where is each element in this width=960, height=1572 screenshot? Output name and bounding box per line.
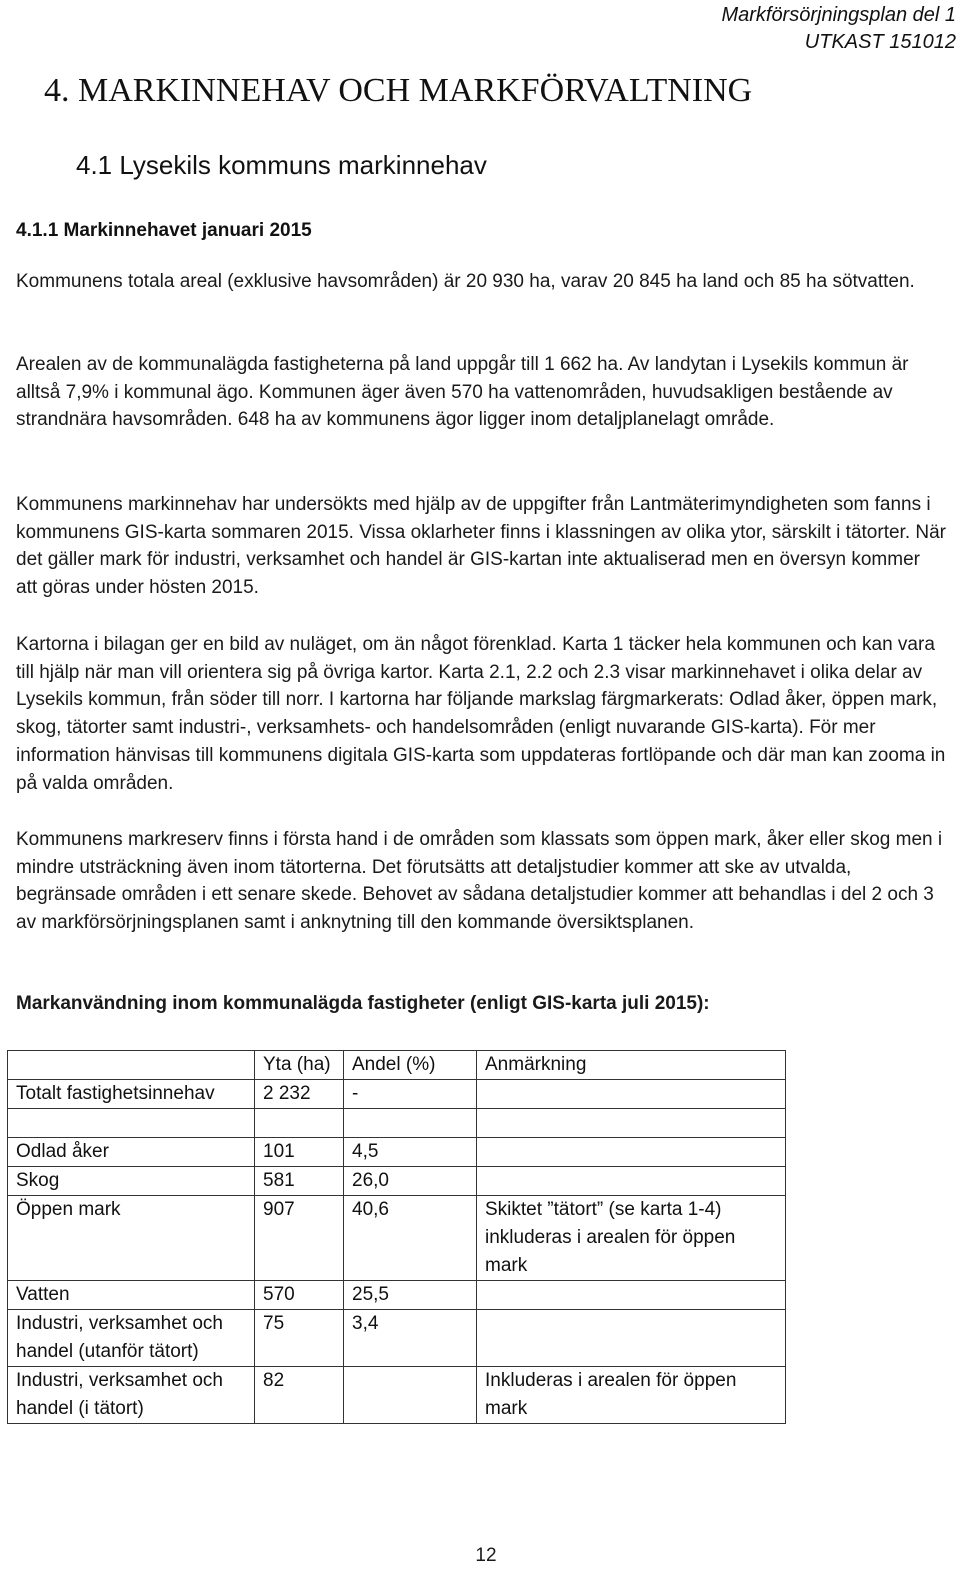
table-cell	[477, 1310, 786, 1367]
chapter-heading: 4. MARKINNEHAV OCH MARKFÖRVALTNING	[44, 72, 753, 109]
table-cell: -	[344, 1080, 477, 1109]
table-cell: Vatten	[8, 1281, 255, 1310]
table-cell: 907	[255, 1196, 344, 1281]
table-row-total	[8, 1080, 786, 1109]
table-cell: 4,5	[344, 1138, 477, 1167]
table-row	[8, 1310, 786, 1367]
table-row	[8, 1167, 786, 1196]
table-row	[8, 1138, 786, 1167]
subsection-heading: 4.1.1 Markinnehavet januari 2015	[16, 220, 312, 241]
table-cell: Industri, verksamhet och handel (utanför tätort)	[8, 1310, 255, 1367]
table-cell: Totalt fastighetsinnehav	[8, 1080, 255, 1109]
header-cell: Anmärkning	[477, 1051, 786, 1080]
table-cell: Skiktet ”tätort” (se karta 1-4) inkluderas i arealen för öppen mark	[477, 1196, 786, 1281]
table-cell: Öppen mark	[8, 1196, 255, 1281]
table-spacer-row	[8, 1109, 786, 1138]
paragraph-maps: Kartorna i bilagan ger en bild av nuläget, om än något förenklad. Karta 1 täcker hela kommunen och kan vara till hjälp när man vill orientera sig på övriga kartor. Karta 2.1, 2.2 och 2.3 visar markinnehavet i olika delar av Lysekils kommun, från söder till norr. I kartorna har följande markslag färgmarkerats: Odlad åker, öppen mark, skog, tätorter samt industri-, verksamhets- och handelsområden (enligt nuvarande GIS-karta). För mer information hänvisas till kommunens digitala GIS-karta som uppdateras fortlöpande och där man kan zooma in på valda områden.	[16, 634, 946, 794]
table-cell: 570	[255, 1281, 344, 1310]
table-cell	[477, 1281, 786, 1310]
page-header	[721, 2, 956, 56]
paragraph-investigation: Kommunens markinnehav har undersökts med hjälp av de uppgifter från Lantmäterimyndigheten som fanns i kommunens GIS-karta sommaren 2015. Vissa oklarheter finns i klassningen av olika ytor, särskilt i tätorter. När det gäller mark för industri, verksamhet och handel är GIS-kartan inte aktualiserad men en översyn kommer att göras under hösten 2015.	[16, 494, 946, 599]
table-cell: 581	[255, 1167, 344, 1196]
header-cell	[8, 1051, 255, 1080]
table-cell	[8, 1109, 255, 1138]
table-cell: Skog	[8, 1167, 255, 1196]
plan-title: Markförsörjningsplan del 1	[721, 4, 956, 26]
table-row	[8, 1196, 786, 1281]
table-cell: 75	[255, 1310, 344, 1367]
table-cell	[477, 1080, 786, 1109]
table-cell: 26,0	[344, 1167, 477, 1196]
table-cell: Odlad åker	[8, 1138, 255, 1167]
paragraph-reserve: Kommunens markreserv finns i första hand i de områden som klassats som öppen mark, åker eller skog men i mindre utsträckning även inom tätorterna. Det förutsätts att detaljstudier kommer att ske av utvalda, begränsade områden i ett senare skede. Behovet av sådana detaljstudier kommer att behandlas i del 2 och 3 av markförsörjningsplanen samt i anknytning till den kommande översiktsplanen.	[16, 829, 943, 934]
land-use-table	[7, 1050, 786, 1424]
table-cell: 25,5	[344, 1281, 477, 1310]
header-cell: Andel (%)	[344, 1051, 477, 1080]
header-cell: Yta (ha)	[255, 1051, 344, 1080]
table-cell: Industri, verksamhet och handel (i tätort)	[8, 1367, 255, 1424]
table-header-row	[8, 1051, 786, 1080]
table-cell: Inkluderas i arealen för öppen mark	[477, 1367, 786, 1424]
table-cell	[255, 1109, 344, 1138]
table-cell: 40,6	[344, 1196, 477, 1281]
page-number: 12	[475, 1545, 497, 1566]
table-title: Markanvändning inom kommunalägda fastigheter (enligt GIS-karta juli 2015):	[16, 993, 710, 1014]
paragraph-ownership: Arealen av de kommunalägda fastigheterna på land uppgår till 1 662 ha. Av landytan i Lysekils kommun är alltså 7,9% i kommunal ägo. Kommunen äger även 570 ha vattenområden, huvudsakligen bestående av strandnära havsområden. 648 ha av kommunens ägor ligger inom detaljplanelagt område.	[16, 354, 909, 431]
paragraph-area: Kommunens totala areal (exklusive havsområden) är 20 930 ha, varav 20 845 ha land och 85 ha sötvatten.	[16, 271, 915, 292]
table-cell: 101	[255, 1138, 344, 1167]
table-cell	[477, 1109, 786, 1138]
table-cell: 3,4	[344, 1310, 477, 1367]
table-cell	[344, 1109, 477, 1138]
section-heading: 4.1 Lysekils kommuns markinnehav	[76, 150, 487, 180]
table-cell: 2 232	[255, 1080, 344, 1109]
table-cell	[344, 1367, 477, 1424]
table-cell	[477, 1138, 786, 1167]
table-cell	[477, 1167, 786, 1196]
draft-label: UTKAST 151012	[804, 31, 956, 53]
table-cell: 82	[255, 1367, 344, 1424]
table-row	[8, 1281, 786, 1310]
table-row	[8, 1367, 786, 1424]
